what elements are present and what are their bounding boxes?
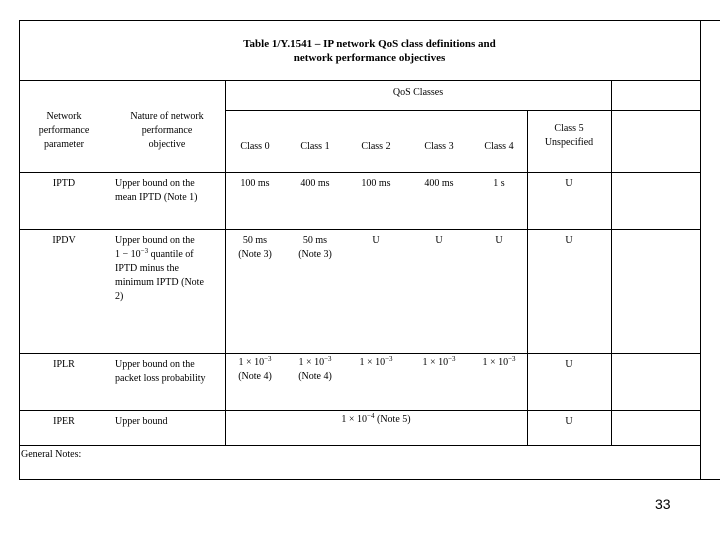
row-iplr-class5: U: [565, 359, 573, 370]
header-nature-objective: Nature of network performance objective: [130, 111, 204, 150]
row-iplr-class2: $1 \times 10^{-3}$: [359, 355, 393, 368]
header-class-1: Class 1: [300, 141, 330, 152]
row-iper-class5: U: [565, 416, 573, 427]
row-iptd-class2: 100 ms: [361, 178, 391, 189]
row-divider-2: [19, 353, 700, 354]
table-title-line2: network performance objectives: [293, 52, 446, 64]
title-divider: [19, 80, 700, 81]
row-iper-nature: Upper bound: [115, 416, 168, 427]
page-number: 33: [655, 496, 671, 512]
qos-classes-label: QoS Classes: [392, 87, 444, 98]
row-ipdv-class0: 50 ms (Note 3): [238, 235, 272, 260]
row-iplr-nature: Upper bound on the packet loss probability: [115, 359, 206, 384]
border-top: [19, 20, 720, 21]
border-bottom: [19, 479, 720, 480]
col-line-nature-right: [225, 110, 226, 445]
row-iptd-class0: 100 ms: [240, 178, 270, 189]
row-iptd-param: IPTD: [52, 178, 76, 189]
row-iptd-nature: Upper bound on the mean IPTD (Note 1): [115, 178, 198, 203]
row-iplr-class1: $1 \times 10^{-3}$ (Note 4): [298, 355, 332, 382]
row-iptd-class5: U: [565, 178, 573, 189]
row-iper-merged-value: $1 \times 10^{-4}$ (Note 5): [341, 412, 411, 425]
row-ipdv-nature: Upper bound on the $1 - 10^{-3}$ quantile of IPTD minus the minimum IPTD (Note 2): [115, 235, 204, 302]
row-iper-param: IPER: [53, 416, 75, 427]
qos-left-line: [225, 80, 226, 110]
row-divider-3: [19, 410, 700, 411]
table-frame: [19, 20, 720, 480]
qos-classes-divider: [225, 110, 700, 111]
header-class-0: Class 0: [240, 141, 270, 152]
header-network-parameter: Network performance parameter: [38, 111, 90, 150]
row-ipdv-param: IPDV: [52, 235, 76, 246]
table-title-line1: Table 1/Y.1541 – IP network QoS class definitions and: [243, 38, 496, 50]
row-iptd-class3: 400 ms: [424, 178, 454, 189]
row-iplr-class4: $1 \times 10^{-3}$: [482, 355, 516, 368]
row-ipdv-class2: U: [372, 235, 380, 246]
row-iplr-param: IPLR: [53, 359, 75, 370]
row-iptd-class4: 1 s: [493, 178, 505, 189]
row-divider-1: [19, 229, 700, 230]
header-divider: [19, 172, 700, 173]
general-notes: General Notes:: [21, 449, 82, 460]
row-ipdv-class5: U: [565, 235, 573, 246]
row-ipdv-class1: 50 ms (Note 3): [298, 235, 332, 260]
border-left: [19, 20, 20, 480]
header-class-3: Class 3: [424, 141, 454, 152]
row-ipdv-class4: U: [495, 235, 503, 246]
header-class-2: Class 2: [361, 141, 391, 152]
border-right: [700, 20, 701, 480]
table-title: [19, 37, 720, 65]
row-iplr-class3: $1 \times 10^{-3}$: [422, 355, 456, 368]
header-class-5: Class 5 Unspecified: [544, 123, 594, 148]
col-line-class5-left: [527, 110, 528, 445]
row-iptd-class1: 400 ms: [300, 178, 330, 189]
col-line-class5-right: [611, 80, 612, 445]
row-ipdv-class3: U: [435, 235, 443, 246]
row-divider-4: [19, 445, 700, 446]
header-class-4: Class 4: [484, 141, 514, 152]
row-iplr-class0: $1 \times 10^{-3}$ (Note 4): [238, 355, 272, 382]
